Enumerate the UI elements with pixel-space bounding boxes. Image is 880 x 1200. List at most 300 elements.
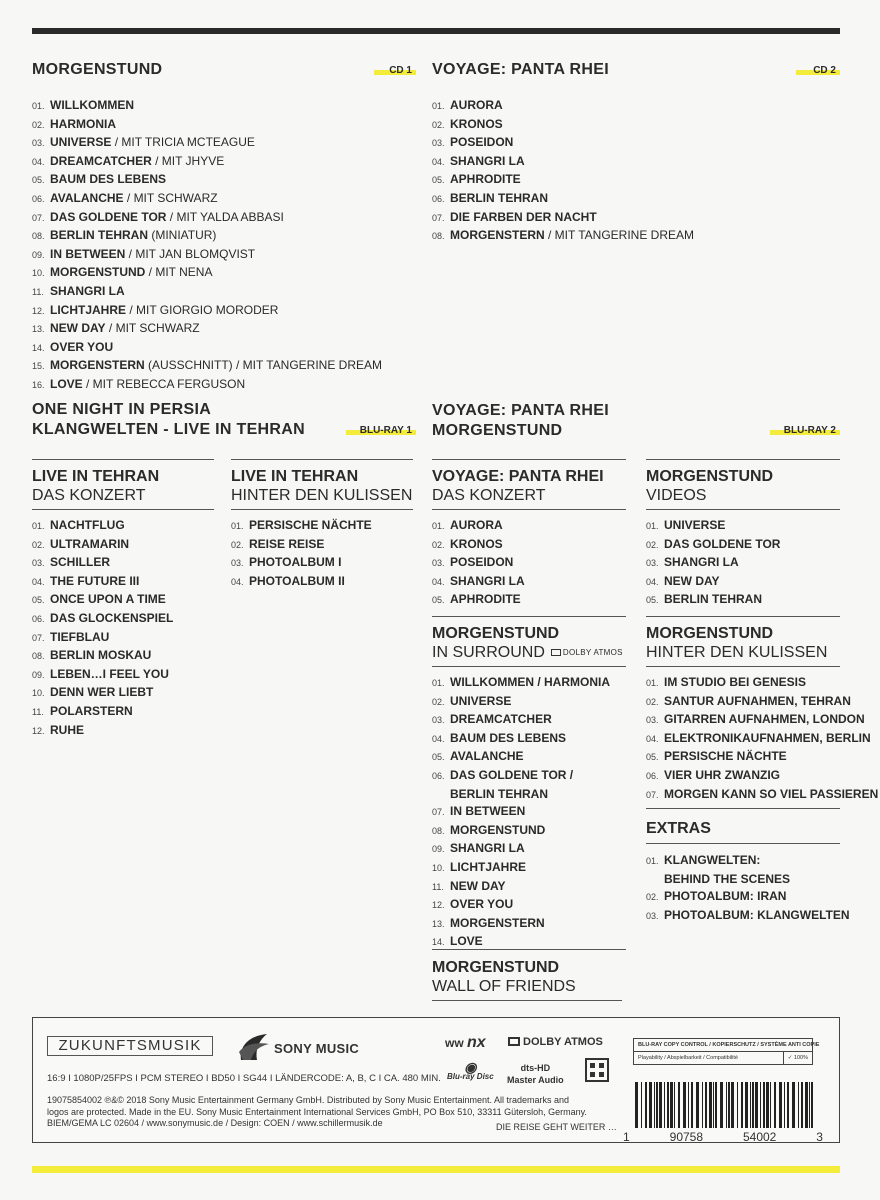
track-item bbox=[32, 610, 173, 629]
divider bbox=[432, 616, 626, 617]
br1-tag: BLU-RAY 1 bbox=[346, 426, 416, 436]
divider bbox=[432, 1000, 622, 1001]
track-number: 01. bbox=[32, 101, 45, 111]
heading-line: IN SURROUND bbox=[432, 644, 545, 661]
heading-line: DAS KONZERT bbox=[32, 487, 146, 504]
track-title: DREAMCATCHER bbox=[450, 712, 552, 727]
track-number: 01. bbox=[32, 521, 45, 531]
dts-hd-logo bbox=[507, 1062, 564, 1086]
track-title: MORGENSTERN bbox=[450, 228, 545, 243]
copy-control-title: BLU-RAY COPY CONTROL / KOPIERSCHUTZ / SYSTÈME ANTI COPIE bbox=[634, 1039, 812, 1052]
br2-tag: BLU-RAY 2 bbox=[770, 426, 840, 436]
track-number: 15. bbox=[32, 361, 45, 372]
track-title: LICHTJAHRE bbox=[50, 302, 127, 317]
track-item bbox=[646, 852, 850, 871]
br1-konzert-tracklist bbox=[32, 517, 173, 740]
track-item bbox=[646, 711, 878, 730]
top-rule bbox=[32, 28, 840, 34]
track-item bbox=[32, 591, 173, 610]
track-number: 05. bbox=[646, 752, 659, 763]
track-item bbox=[432, 227, 694, 246]
track-item bbox=[432, 693, 610, 712]
track-item bbox=[646, 591, 780, 610]
track-title: BERLIN TEHRAN bbox=[450, 786, 548, 801]
track-item bbox=[432, 767, 610, 786]
barcode-bar bbox=[659, 1082, 662, 1128]
track-item bbox=[432, 591, 525, 610]
bluray-logo bbox=[447, 1059, 494, 1082]
info-box bbox=[32, 1017, 840, 1143]
track-number: 09. bbox=[432, 844, 445, 855]
track-title: TIEFBLAU bbox=[50, 629, 110, 644]
track-title: IM STUDIO BEI GENESIS bbox=[664, 675, 807, 689]
track-item bbox=[32, 376, 382, 395]
track-number: 01. bbox=[432, 678, 445, 688]
br2-videos-tracklist bbox=[646, 517, 780, 610]
divider bbox=[231, 459, 413, 460]
track-title: SHANGRI LA bbox=[664, 555, 739, 570]
barcode-bar bbox=[664, 1082, 665, 1128]
barcode-bar bbox=[649, 1082, 652, 1128]
track-number: 10. bbox=[32, 688, 45, 699]
track-number: 02. bbox=[32, 119, 45, 130]
track-item bbox=[432, 840, 610, 859]
br1-title-1: ONE NIGHT IN PERSIA bbox=[32, 401, 212, 418]
cd2-tracklist bbox=[432, 97, 694, 246]
barcode-digit: 54002 bbox=[742, 1130, 777, 1144]
track-title: PHOTOALBUM: KLANGWELTEN bbox=[664, 907, 850, 922]
barcode-bar bbox=[656, 1082, 658, 1128]
track-featuring: / MIT NENA bbox=[145, 265, 213, 280]
br1-kulissen-heading bbox=[231, 467, 412, 505]
divider bbox=[432, 949, 626, 950]
barcode-bar bbox=[737, 1082, 738, 1128]
barcode-bar bbox=[755, 1082, 758, 1128]
track-number: 01. bbox=[646, 521, 659, 531]
track-title: SANTUR AUFNAHMEN, TEHRAN bbox=[664, 693, 851, 708]
track-title: LOVE bbox=[50, 376, 83, 391]
divider bbox=[32, 459, 214, 460]
track-featuring: / MIT TANGERINE DREAM bbox=[544, 228, 695, 243]
barcode-bar bbox=[654, 1082, 655, 1128]
track-item bbox=[432, 153, 694, 172]
barcode-bar bbox=[763, 1082, 765, 1128]
track-number: 02. bbox=[32, 539, 45, 550]
heading-line: HINTER DEN KULISSEN bbox=[231, 487, 413, 504]
dolby-label: DOLBY ATMOS bbox=[562, 648, 623, 658]
track-item bbox=[32, 320, 382, 339]
heading-line: LIVE IN TEHRAN bbox=[32, 468, 160, 485]
track-title: PHOTOALBUM: IRAN bbox=[664, 889, 787, 904]
track-featuring: / MIT JHYVE bbox=[151, 153, 225, 168]
track-number: 03. bbox=[646, 715, 659, 726]
divider bbox=[646, 843, 840, 844]
track-number: 05. bbox=[432, 752, 445, 763]
barcode-bar bbox=[752, 1082, 754, 1128]
track-title: GITARREN AUFNAHMEN, LONDON bbox=[664, 712, 865, 727]
barcode-bar bbox=[678, 1082, 680, 1128]
track-title: OVER YOU bbox=[50, 339, 114, 354]
barcode bbox=[623, 1082, 823, 1128]
barcode-bar bbox=[801, 1082, 803, 1128]
track-featuring: / MIT REBECCA FERGUSON bbox=[82, 376, 246, 391]
barcode-bar bbox=[811, 1082, 813, 1128]
track-number: 04. bbox=[432, 156, 445, 167]
track-number: 08. bbox=[32, 231, 45, 242]
track-title: PHOTOALBUM II bbox=[249, 573, 345, 588]
track-item bbox=[432, 711, 610, 730]
track-title: OVER YOU bbox=[450, 897, 514, 912]
track-number: 02. bbox=[646, 539, 659, 550]
track-item bbox=[646, 536, 780, 555]
track-title: NEW DAY bbox=[50, 321, 106, 336]
track-title: WILLKOMMEN / HARMONIA bbox=[450, 675, 610, 689]
track-title: ONCE UPON A TIME bbox=[50, 592, 166, 607]
track-title: DAS GOLDENE TOR bbox=[664, 536, 781, 551]
track-title: NACHTFLUG bbox=[50, 518, 125, 532]
heading-line: DAS KONZERT bbox=[432, 487, 546, 504]
track-item bbox=[231, 536, 372, 555]
divider bbox=[231, 509, 413, 510]
track-item bbox=[432, 116, 694, 135]
track-featuring: / MIT TRICIA MCTEAGUE bbox=[111, 135, 255, 150]
br2-extras-tracklist bbox=[646, 852, 850, 925]
divider bbox=[646, 666, 840, 667]
track-title: ELEKTRONIKAUFNAHMEN, BERLIN bbox=[664, 730, 871, 745]
cd1-tracklist bbox=[32, 97, 382, 395]
barcode-bar bbox=[645, 1082, 647, 1128]
track-item bbox=[32, 283, 382, 302]
track-title: BAUM DES LEBENS bbox=[450, 730, 567, 745]
track-title: SHANGRI LA bbox=[450, 841, 525, 856]
track-number: 02. bbox=[432, 696, 445, 707]
heading-line: MORGENSTUND bbox=[646, 468, 774, 485]
track-title: LEBEN…I FEEL YOU bbox=[50, 666, 169, 681]
track-title: RUHE bbox=[50, 722, 85, 737]
barcode-bar bbox=[670, 1082, 673, 1128]
track-item bbox=[646, 674, 878, 693]
playability-value: ✓ 100% bbox=[787, 1055, 808, 1061]
track-title: POSEIDON bbox=[450, 135, 514, 150]
track-item bbox=[432, 822, 610, 841]
track-item bbox=[646, 517, 780, 536]
heading-line: HINTER DEN KULISSEN bbox=[646, 644, 828, 661]
track-title: IN BETWEEN bbox=[450, 804, 526, 819]
track-title: NEW DAY bbox=[450, 878, 506, 893]
br2-title-1: VOYAGE: PANTA RHEI bbox=[432, 402, 609, 419]
track-title: PERSISCHE NÄCHTE bbox=[249, 518, 372, 532]
track-featuring: (AUSSCHNITT) / MIT TANGERINE DREAM bbox=[144, 358, 383, 373]
barcode-bar bbox=[766, 1082, 769, 1128]
master-audio-label: Master Audio bbox=[507, 1075, 564, 1085]
track-number: 03. bbox=[32, 138, 45, 149]
track-number: 05. bbox=[32, 175, 45, 186]
track-number: 04. bbox=[432, 576, 445, 587]
track-number: 07. bbox=[32, 212, 45, 223]
track-title: KRONOS bbox=[450, 116, 503, 131]
track-title: KRONOS bbox=[450, 536, 503, 551]
track-item bbox=[432, 896, 610, 915]
track-item bbox=[32, 647, 173, 666]
barcode-bar bbox=[709, 1082, 712, 1128]
track-item bbox=[32, 302, 382, 321]
waves-nx-logo bbox=[445, 1034, 486, 1052]
track-title: UNIVERSE bbox=[664, 518, 726, 532]
track-number: 10. bbox=[32, 268, 45, 279]
tech-specs: 16:9 I 1080P/25FPS I PCM STEREO I BD50 I SG44 I LÄNDERCODE: A, B, C I CA. 480 MIN. bbox=[47, 1073, 441, 1084]
track-number: 07. bbox=[32, 632, 45, 643]
track-number: 01. bbox=[646, 678, 659, 688]
track-title: PERSISCHE NÄCHTE bbox=[664, 749, 787, 764]
track-title: UNIVERSE bbox=[450, 693, 512, 708]
barcode-bar bbox=[760, 1082, 761, 1128]
br2-voyage-tracklist bbox=[432, 517, 525, 610]
track-title: DREAMCATCHER bbox=[50, 153, 152, 168]
divider bbox=[432, 459, 626, 460]
barcode-bar bbox=[667, 1082, 669, 1128]
divider bbox=[646, 459, 840, 460]
track-item bbox=[32, 629, 173, 648]
track-title: THE FUTURE III bbox=[50, 573, 140, 588]
heading-line: LIVE IN TEHRAN bbox=[231, 468, 359, 485]
barcode-bar bbox=[798, 1082, 799, 1128]
track-item bbox=[432, 536, 525, 555]
track-item bbox=[231, 554, 372, 573]
track-item bbox=[231, 573, 372, 592]
track-item bbox=[646, 871, 850, 889]
track-number: 05. bbox=[432, 595, 445, 606]
track-title: DAS GOLDENE TOR / bbox=[450, 767, 574, 782]
track-title: UNIVERSE bbox=[50, 135, 112, 150]
track-number: 04. bbox=[32, 156, 45, 167]
divider bbox=[646, 616, 840, 617]
track-number: 01. bbox=[432, 521, 445, 531]
track-title: HARMONIA bbox=[50, 116, 116, 131]
qr-code-icon bbox=[585, 1058, 609, 1082]
track-featuring: / MIT JAN BLOMQVIST bbox=[125, 246, 256, 261]
track-number: 05. bbox=[646, 595, 659, 606]
track-number: 06. bbox=[32, 193, 45, 204]
track-title: SHANGRI LA bbox=[450, 573, 525, 588]
track-number: 10. bbox=[432, 862, 445, 873]
br1-konzert-heading bbox=[32, 467, 159, 505]
barcode-bar bbox=[805, 1082, 808, 1128]
dts-label: dts-HD bbox=[520, 1063, 551, 1073]
track-number: 04. bbox=[432, 733, 445, 744]
dolby-icon bbox=[551, 649, 561, 656]
track-number: 12. bbox=[432, 900, 445, 911]
track-number: 09. bbox=[32, 249, 45, 260]
barcode-bar bbox=[705, 1082, 707, 1128]
barcode-bar bbox=[745, 1082, 748, 1128]
divider bbox=[32, 509, 214, 510]
playability-label: Playability / Abspielbarkeit / Compatibilité bbox=[634, 1052, 784, 1064]
track-item bbox=[32, 116, 382, 135]
track-item bbox=[432, 915, 610, 934]
divider bbox=[432, 666, 626, 667]
track-item bbox=[32, 554, 173, 573]
barcode-bar bbox=[770, 1082, 771, 1128]
sony-music-wordmark: SONY MUSIC bbox=[274, 1041, 360, 1056]
br2-kulissen-tracklist bbox=[646, 674, 878, 804]
heading-line: WALL OF FRIENDS bbox=[432, 978, 576, 995]
track-item bbox=[432, 730, 610, 749]
track-number: 14. bbox=[432, 937, 445, 948]
br2-surround-heading bbox=[432, 624, 623, 662]
br2-extras-heading bbox=[646, 819, 711, 838]
br2-videos-heading bbox=[646, 467, 773, 505]
barcode-digit: 90758 bbox=[669, 1130, 704, 1144]
track-title: SHANGRI LA bbox=[450, 153, 525, 168]
barcode-bar bbox=[728, 1082, 730, 1128]
track-item bbox=[646, 767, 878, 786]
dolby-icon bbox=[508, 1037, 520, 1046]
track-title: BAUM DES LEBENS bbox=[50, 172, 167, 187]
track-number: 16. bbox=[32, 379, 45, 390]
divider bbox=[646, 808, 840, 809]
track-title: ULTRAMARIN bbox=[50, 536, 130, 551]
track-number: 11. bbox=[32, 286, 44, 297]
track-item bbox=[32, 573, 173, 592]
barcode-digit: 3 bbox=[816, 1130, 823, 1144]
track-title: BERLIN MOSKAU bbox=[50, 648, 152, 663]
track-title: BERLIN TEHRAN bbox=[50, 228, 148, 243]
track-item bbox=[646, 786, 878, 805]
track-number: 05. bbox=[432, 175, 445, 186]
track-number: 01. bbox=[432, 101, 445, 111]
track-item bbox=[432, 786, 610, 804]
track-item bbox=[32, 703, 173, 722]
track-title: SHANGRI LA bbox=[50, 283, 125, 298]
track-item bbox=[432, 748, 610, 767]
track-item bbox=[32, 227, 382, 246]
track-title: IN BETWEEN bbox=[50, 246, 126, 261]
barcode-bar bbox=[750, 1082, 751, 1128]
track-number: 13. bbox=[32, 324, 45, 335]
track-title: AVALANCHE bbox=[50, 190, 124, 205]
track-number: 02. bbox=[432, 119, 445, 130]
barcode-bar bbox=[691, 1082, 693, 1128]
track-item bbox=[646, 554, 780, 573]
cd2-title: VOYAGE: PANTA RHEI bbox=[432, 61, 609, 78]
track-title: BEHIND THE SCENES bbox=[664, 871, 791, 886]
barcode-digit: 1 bbox=[623, 1130, 630, 1144]
barcode-bar bbox=[702, 1082, 703, 1128]
track-title: DIE FARBEN DER NACHT bbox=[450, 209, 597, 224]
legal-line: 19075854002 ℗&© 2018 Sony Music Entertainment Germany GmbH. Distributed by Sony Music Entertainment. All trademarks and bbox=[47, 1095, 570, 1105]
legal-line: logos are protected. Made in the EU. Sony Music Entertainment International Services GmbH, PO Box 510, 33311 Gütersloh, Germany. bbox=[47, 1106, 587, 1117]
track-item bbox=[32, 209, 382, 228]
track-number: 08. bbox=[432, 231, 445, 242]
barcode-bar bbox=[696, 1082, 699, 1128]
track-item bbox=[432, 134, 694, 153]
sony-music-icon bbox=[237, 1030, 271, 1062]
track-title: LICHTJAHRE bbox=[450, 859, 527, 874]
track-title: BERLIN TEHRAN bbox=[450, 190, 548, 205]
track-title: WILLKOMMEN bbox=[50, 98, 134, 112]
track-item bbox=[32, 134, 382, 153]
waves-icon: ww bbox=[445, 1036, 464, 1050]
track-number: 07. bbox=[432, 212, 445, 223]
barcode-bar bbox=[674, 1082, 675, 1128]
track-number: 06. bbox=[32, 613, 45, 624]
track-item bbox=[32, 722, 173, 741]
track-featuring: / MIT SCHWARZ bbox=[123, 190, 218, 205]
track-number: 14. bbox=[32, 342, 45, 353]
track-number: 07. bbox=[432, 807, 445, 818]
barcode-bar bbox=[741, 1082, 743, 1128]
track-item bbox=[32, 246, 382, 265]
track-item bbox=[432, 573, 525, 592]
track-item bbox=[32, 264, 382, 283]
bottom-accent-bar bbox=[32, 1166, 840, 1173]
barcode-bar bbox=[784, 1082, 785, 1128]
track-title: AVALANCHE bbox=[450, 749, 524, 764]
barcode-bar bbox=[787, 1082, 789, 1128]
track-title: NEW DAY bbox=[664, 573, 720, 588]
br2-voyage-heading bbox=[432, 467, 604, 505]
heading-line: VIDEOS bbox=[646, 487, 707, 504]
track-item bbox=[432, 97, 694, 116]
track-item bbox=[646, 730, 878, 749]
track-number: 07. bbox=[646, 789, 659, 800]
track-title: BERLIN TEHRAN bbox=[664, 592, 762, 607]
track-number: 01. bbox=[646, 856, 659, 866]
track-title: MORGEN KANN SO VIEL PASSIEREN bbox=[664, 786, 879, 801]
track-featuring: / MIT GIORGIO MORODER bbox=[126, 302, 279, 317]
track-item bbox=[32, 357, 382, 376]
cd2-tag: CD 2 bbox=[796, 66, 840, 76]
cd1-tag: CD 1 bbox=[374, 66, 416, 76]
track-number: 05. bbox=[32, 595, 45, 606]
barcode-bar bbox=[641, 1082, 642, 1128]
heading-line: MORGENSTUND bbox=[646, 625, 774, 642]
track-item bbox=[432, 171, 694, 190]
track-item bbox=[32, 666, 173, 685]
track-item bbox=[32, 536, 173, 555]
barcode-bar bbox=[731, 1082, 734, 1128]
br1-title-2: KLANGWELTEN - LIVE IN TEHRAN bbox=[32, 421, 305, 438]
track-number: 13. bbox=[432, 918, 445, 929]
heading-line: MORGENSTUND bbox=[432, 959, 560, 976]
track-item bbox=[646, 693, 878, 712]
track-number: 02. bbox=[646, 892, 659, 903]
barcode-bar bbox=[715, 1082, 717, 1128]
barcode-bar bbox=[792, 1082, 795, 1128]
track-item bbox=[32, 171, 382, 190]
bluray-label: Blu-ray Disc bbox=[447, 1072, 494, 1081]
track-number: 01. bbox=[231, 521, 244, 531]
track-number: 06. bbox=[432, 770, 445, 781]
track-number: 04. bbox=[231, 576, 244, 587]
track-title: AURORA bbox=[450, 98, 503, 112]
track-item bbox=[32, 339, 382, 358]
track-item bbox=[646, 573, 780, 592]
track-number: 02. bbox=[432, 539, 445, 550]
legal-line: BIEM/GEMA LC 02604 / www.sonymusic.de / Design: COEN / www.schillermusik.de bbox=[47, 1118, 383, 1128]
track-number: 12. bbox=[32, 305, 45, 316]
track-featuring: / MIT SCHWARZ bbox=[105, 321, 200, 336]
track-number: 04. bbox=[646, 576, 659, 587]
track-number: 03. bbox=[432, 138, 445, 149]
track-item bbox=[32, 153, 382, 172]
track-number: 08. bbox=[432, 825, 445, 836]
dolby-atmos-footer-logo bbox=[508, 1036, 603, 1048]
track-item bbox=[432, 674, 610, 693]
track-number: 04. bbox=[32, 576, 45, 587]
track-item bbox=[432, 554, 525, 573]
track-item bbox=[432, 190, 694, 209]
